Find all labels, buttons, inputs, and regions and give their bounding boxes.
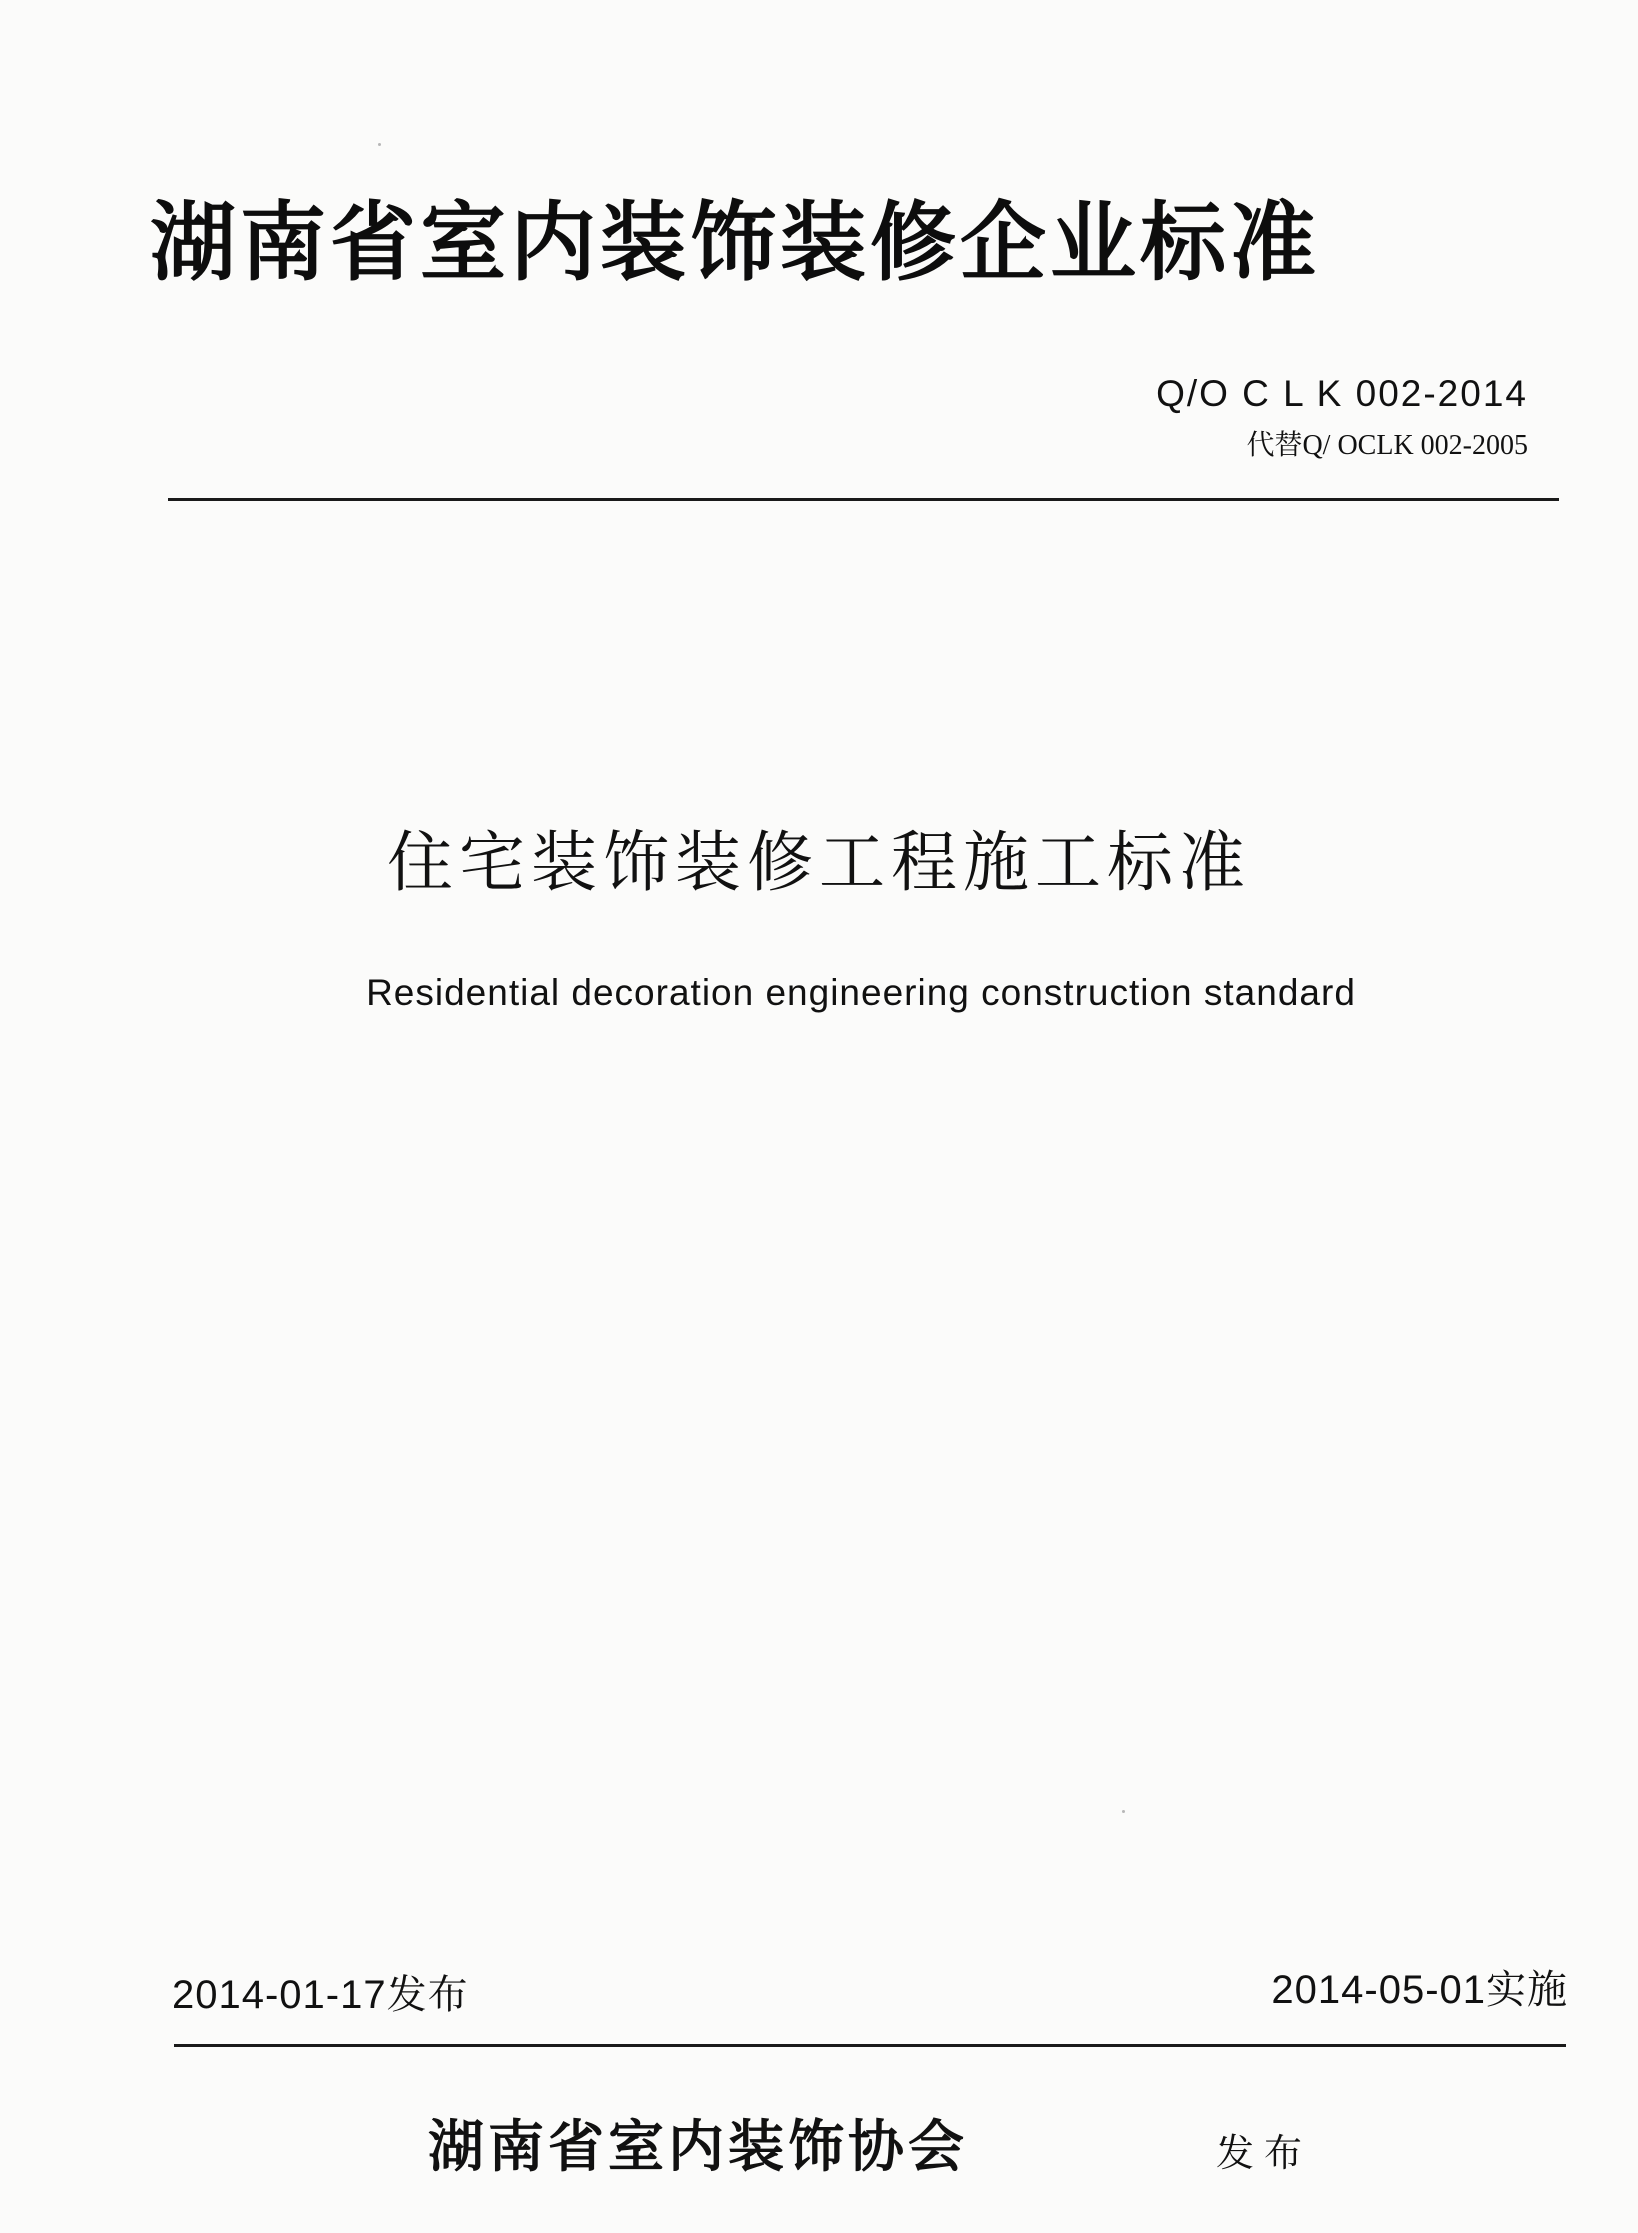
document-title-chinese: 住宅装饰装修工程施工标准 [387, 824, 1251, 901]
top-divider [168, 498, 1559, 501]
paper-speck [378, 143, 381, 146]
document-title-english: Residential decoration engineering construction standard [366, 972, 1356, 1013]
issue-date: 2014-01-17发布 [172, 1973, 469, 2017]
publish-label: 发布 [1216, 2131, 1313, 2175]
paper-speck [1122, 1810, 1125, 1813]
standard-category-heading: 湖南省室内装饰装修企业标准 [150, 193, 1320, 293]
standard-number: Q/O C L K 002-2014 [1156, 373, 1528, 414]
publisher-name: 湖南省室内装饰协会 [428, 2115, 968, 2180]
replaced-standard-number: 代替Q/ OCLK 002-2005 [1246, 430, 1528, 461]
bottom-divider [174, 2044, 1566, 2047]
implementation-date: 2014-05-01实施 [1271, 1968, 1568, 2012]
